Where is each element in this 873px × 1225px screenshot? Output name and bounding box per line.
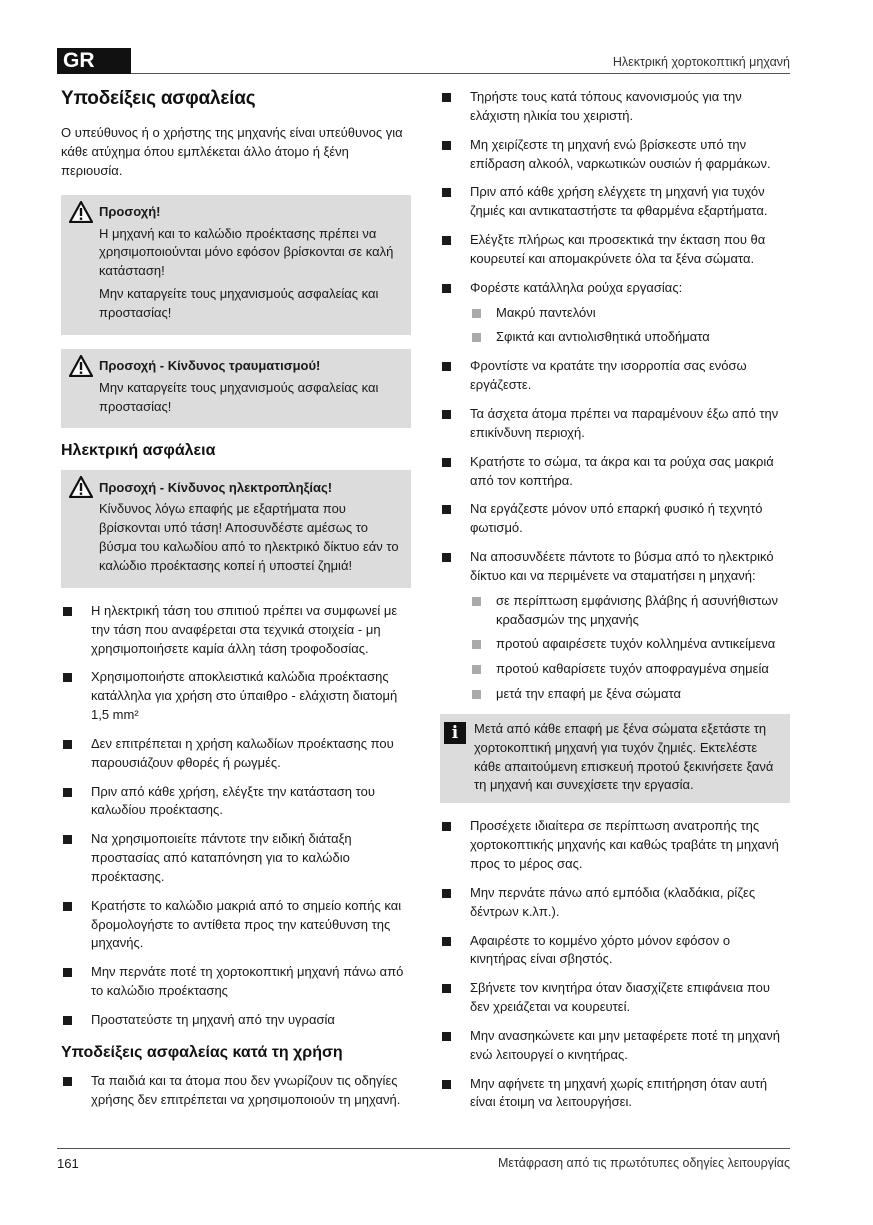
list-item: Κρατήστε το σώμα, τα άκρα και τα ρούχα σας μακριά από τον κοπτήρα. — [440, 453, 790, 491]
left-column — [61, 88, 411, 1120]
sub-list-item: Μακρύ παντελόνι — [470, 304, 790, 323]
list-item: Τα άσχετα άτομα πρέπει να παραμένουν έξω από την επικίνδυνη περιοχή. — [440, 405, 790, 443]
page-footer — [57, 1148, 790, 1171]
usage-bullet-list — [61, 1072, 411, 1110]
info-text: Μετά από κάθε επαφή με ξένα σώματα εξετάστε τη χορτοκοπτική μηχανή για τυχόν ζημιές. Εκτελέστε κάθε απαιτούμενη επισκευή προτού ξεκινήσετε ξανά τη μηχανή και συνεχίσετε την εργασία. — [474, 720, 774, 793]
footer-rule — [57, 1148, 790, 1149]
list-item: Χρησιμοποιήστε αποκλειστικά καλώδια προέκτασης κατάλληλα για χρήση στο ύπαιθρο - ελάχιστη διατομή 1,5 mm² — [61, 668, 411, 725]
list-item: Δεν επιτρέπεται η χρήση καλωδίων προέκτασης που παρουσιάζουν φθορές ή ρωγμές. — [61, 735, 411, 773]
list-item: Να εργάζεστε μόνον υπό επαρκή φυσικό ή τεχνητό φωτισμό. — [440, 500, 790, 538]
usage-safety-heading: Υποδείξεις ασφαλείας κατά τη χρήση — [61, 1043, 343, 1061]
warning-text: Κίνδυνος λόγω επαφής με εξαρτήματα που βρίσκονται υπό τάση! Αποσυνδέστε αμέσως το βύσμα του καλωδίου από το ηλεκτρικό δίκτυο εάν το καλώδιο προέκτασης κοπεί ή υποστεί ζημιά! — [99, 501, 399, 573]
warning-triangle-icon — [69, 201, 93, 223]
list-item: Να χρησιμοποιείτε πάντοτε την ειδική διάταξη προστασίας από καταπόνηση για το καλώδιο προέκτασης. — [61, 830, 411, 887]
list-item: Φροντίστε να κρατάτε την ισορροπία σας ενόσω εργάζεστε. — [440, 357, 790, 395]
list-item: Μην περνάτε ποτέ τη χορτοκοπτική μηχανή πάνω από το καλώδιο προέκτασης — [61, 963, 411, 1001]
language-badge: GR — [57, 48, 131, 74]
info-box — [440, 714, 790, 803]
list-item: Τα παιδιά και τα άτομα που δεν γνωρίζουν τις οδηγίες χρήσης δεν επιτρέπεται να χρησιμοποιούν τη μηχανή. — [61, 1072, 411, 1110]
list-item: Μην ανασηκώνετε και μην μεταφέρετε ποτέ τη μηχανή ενώ λειτουργεί ο κινητήρας. — [440, 1027, 790, 1065]
warning-text: Μην καταργείτε τους μηχανισμούς ασφαλείας και προστασίας! — [99, 379, 379, 414]
sub-list-item: μετά την επαφή με ξένα σώματα — [470, 685, 790, 704]
page-number: 161 — [57, 1156, 79, 1171]
intro-paragraph: Ο υπεύθυνος ή ο χρήστης της μηχανής είναι υπεύθυνος για κάθε ατύχημα όπου εμπλέκεται άλλο άτομο ή ξένη περιουσία. — [61, 125, 403, 178]
list-item: Σβήνετε τον κινητήρα όταν διασχίζετε επιφάνεια που δεν χρειάζεται να κουρευτεί. — [440, 979, 790, 1017]
right-column — [440, 88, 790, 1122]
list-item: Προστατεύστε τη μηχανή από την υγρασία — [61, 1011, 411, 1030]
warning-text: Η μηχανή και το καλώδιο προέκτασης πρέπει να χρησιμοποιούνται μόνο εφόσον βρίσκονται σε καλή κατάσταση! — [99, 225, 394, 279]
list-item: Τηρήστε τους κατά τόπους κανονισμούς για την ελάχιστη ηλικία του χειριστή. — [440, 88, 790, 126]
list-item: Προσέχετε ιδιαίτερα σε περίπτωση ανατροπής της χορτοκοπτικής μηχανής και καθώς τραβάτε τη μηχανή προς το μέρος σας. — [440, 817, 790, 874]
sub-list — [470, 592, 790, 704]
list-item: Πριν από κάθε χρήση, ελέγξτε την κατάσταση του καλωδίου προέκτασης. — [61, 783, 411, 821]
warning-heading: Προσοχή - Κίνδυνος ηλεκτροπληξίας! — [99, 479, 333, 495]
list-item: Πριν από κάθε χρήση ελέγχετε τη μηχανή για τυχόν ζημιές και αντικαταστήστε τα φθαρμένα εξαρτήματα. — [440, 183, 790, 221]
sub-list-item: προτού καθαρίσετε τυχόν αποφραγμένα σημεία — [470, 660, 790, 679]
sub-list-item: σε περίπτωση εμφάνισης βλάβης ή ασυνήθιστων κραδασμών της μηχανής — [470, 592, 790, 630]
warning-box — [61, 195, 411, 335]
footer-note: Μετάφραση από τις πρωτότυπες οδηγίες λειτουργίας — [497, 1156, 790, 1170]
list-item: Μην αφήνετε τη μηχανή χωρίς επιτήρηση όταν αυτή είναι έτοιμη να λειτουργήσει. — [440, 1075, 790, 1113]
warning-triangle-icon — [69, 476, 93, 498]
list-item: Η ηλεκτρική τάση του σπιτιού πρέπει να συμφωνεί με την τάση που αναφέρεται στα τεχνικά στοιχεία - μη χρησιμοποιήσετε καμία άλλη τάση τροφοδοσίας. — [61, 602, 411, 659]
electrical-bullet-list — [61, 602, 411, 1030]
list-item — [440, 279, 790, 348]
electrical-safety-heading: Ηλεκτρική ασφάλεια — [61, 442, 216, 460]
list-item: Μην περνάτε πάνω από εμπόδια (κλαδάκια, ρίζες δέντρων κ.λπ.). — [440, 884, 790, 922]
list-item-text: Φορέστε κατάλληλα ρούχα εργασίας: — [470, 279, 683, 295]
warning-box — [61, 470, 411, 587]
list-item-text: Να αποσυνδέετε πάντοτε το βύσμα από το ηλεκτρικό δίκτυο και να περιμένετε να σταματήσει η μηχανή: — [470, 549, 774, 583]
usage-bullet-list-continued — [440, 88, 790, 704]
warning-box — [61, 349, 411, 429]
warning-heading: Προσοχή - Κίνδυνος τραυματισμού! — [99, 358, 321, 374]
warning-text: Μην καταργείτε τους μηχανισμούς ασφαλείας και προστασίας! — [99, 286, 379, 320]
sub-list — [470, 304, 790, 348]
sub-list-item: προτού αφαιρέσετε τυχόν κολλημένα αντικείμενα — [470, 635, 790, 654]
list-item: Μη χειρίζεστε τη μηχανή ενώ βρίσκεστε υπό την επίδραση αλκοόλ, ναρκωτικών ουσιών ή φαρμάκων. — [440, 136, 790, 174]
header-rule — [131, 73, 790, 74]
warning-heading: Προσοχή! — [99, 204, 161, 220]
info-icon: i — [444, 722, 466, 744]
list-item: Ελέγξτε πλήρως και προσεκτικά την έκταση που θα κουρευτεί και απομακρύνετε όλα τα ξένα σώματα. — [440, 231, 790, 269]
safety-heading: Υποδείξεις ασφαλείας — [61, 88, 256, 109]
page-header — [57, 48, 790, 74]
list-item — [440, 548, 790, 704]
additional-bullet-list — [440, 817, 790, 1112]
sub-list-item: Σφικτά και αντιολισθητικά υποδήματα — [470, 328, 790, 347]
list-item: Κρατήστε το καλώδιο μακριά από το σημείο κοπής και δρομολογήστε το αντίθετα προς την κατεύθυνση της μηχανής. — [61, 897, 411, 954]
warning-triangle-icon — [69, 355, 93, 377]
header-title: Ηλεκτρική χορτοκοπτική μηχανή — [612, 55, 790, 69]
list-item: Αφαιρέστε το κομμένο χόρτο μόνον εφόσον ο κινητήρας είναι σβηστός. — [440, 932, 790, 970]
